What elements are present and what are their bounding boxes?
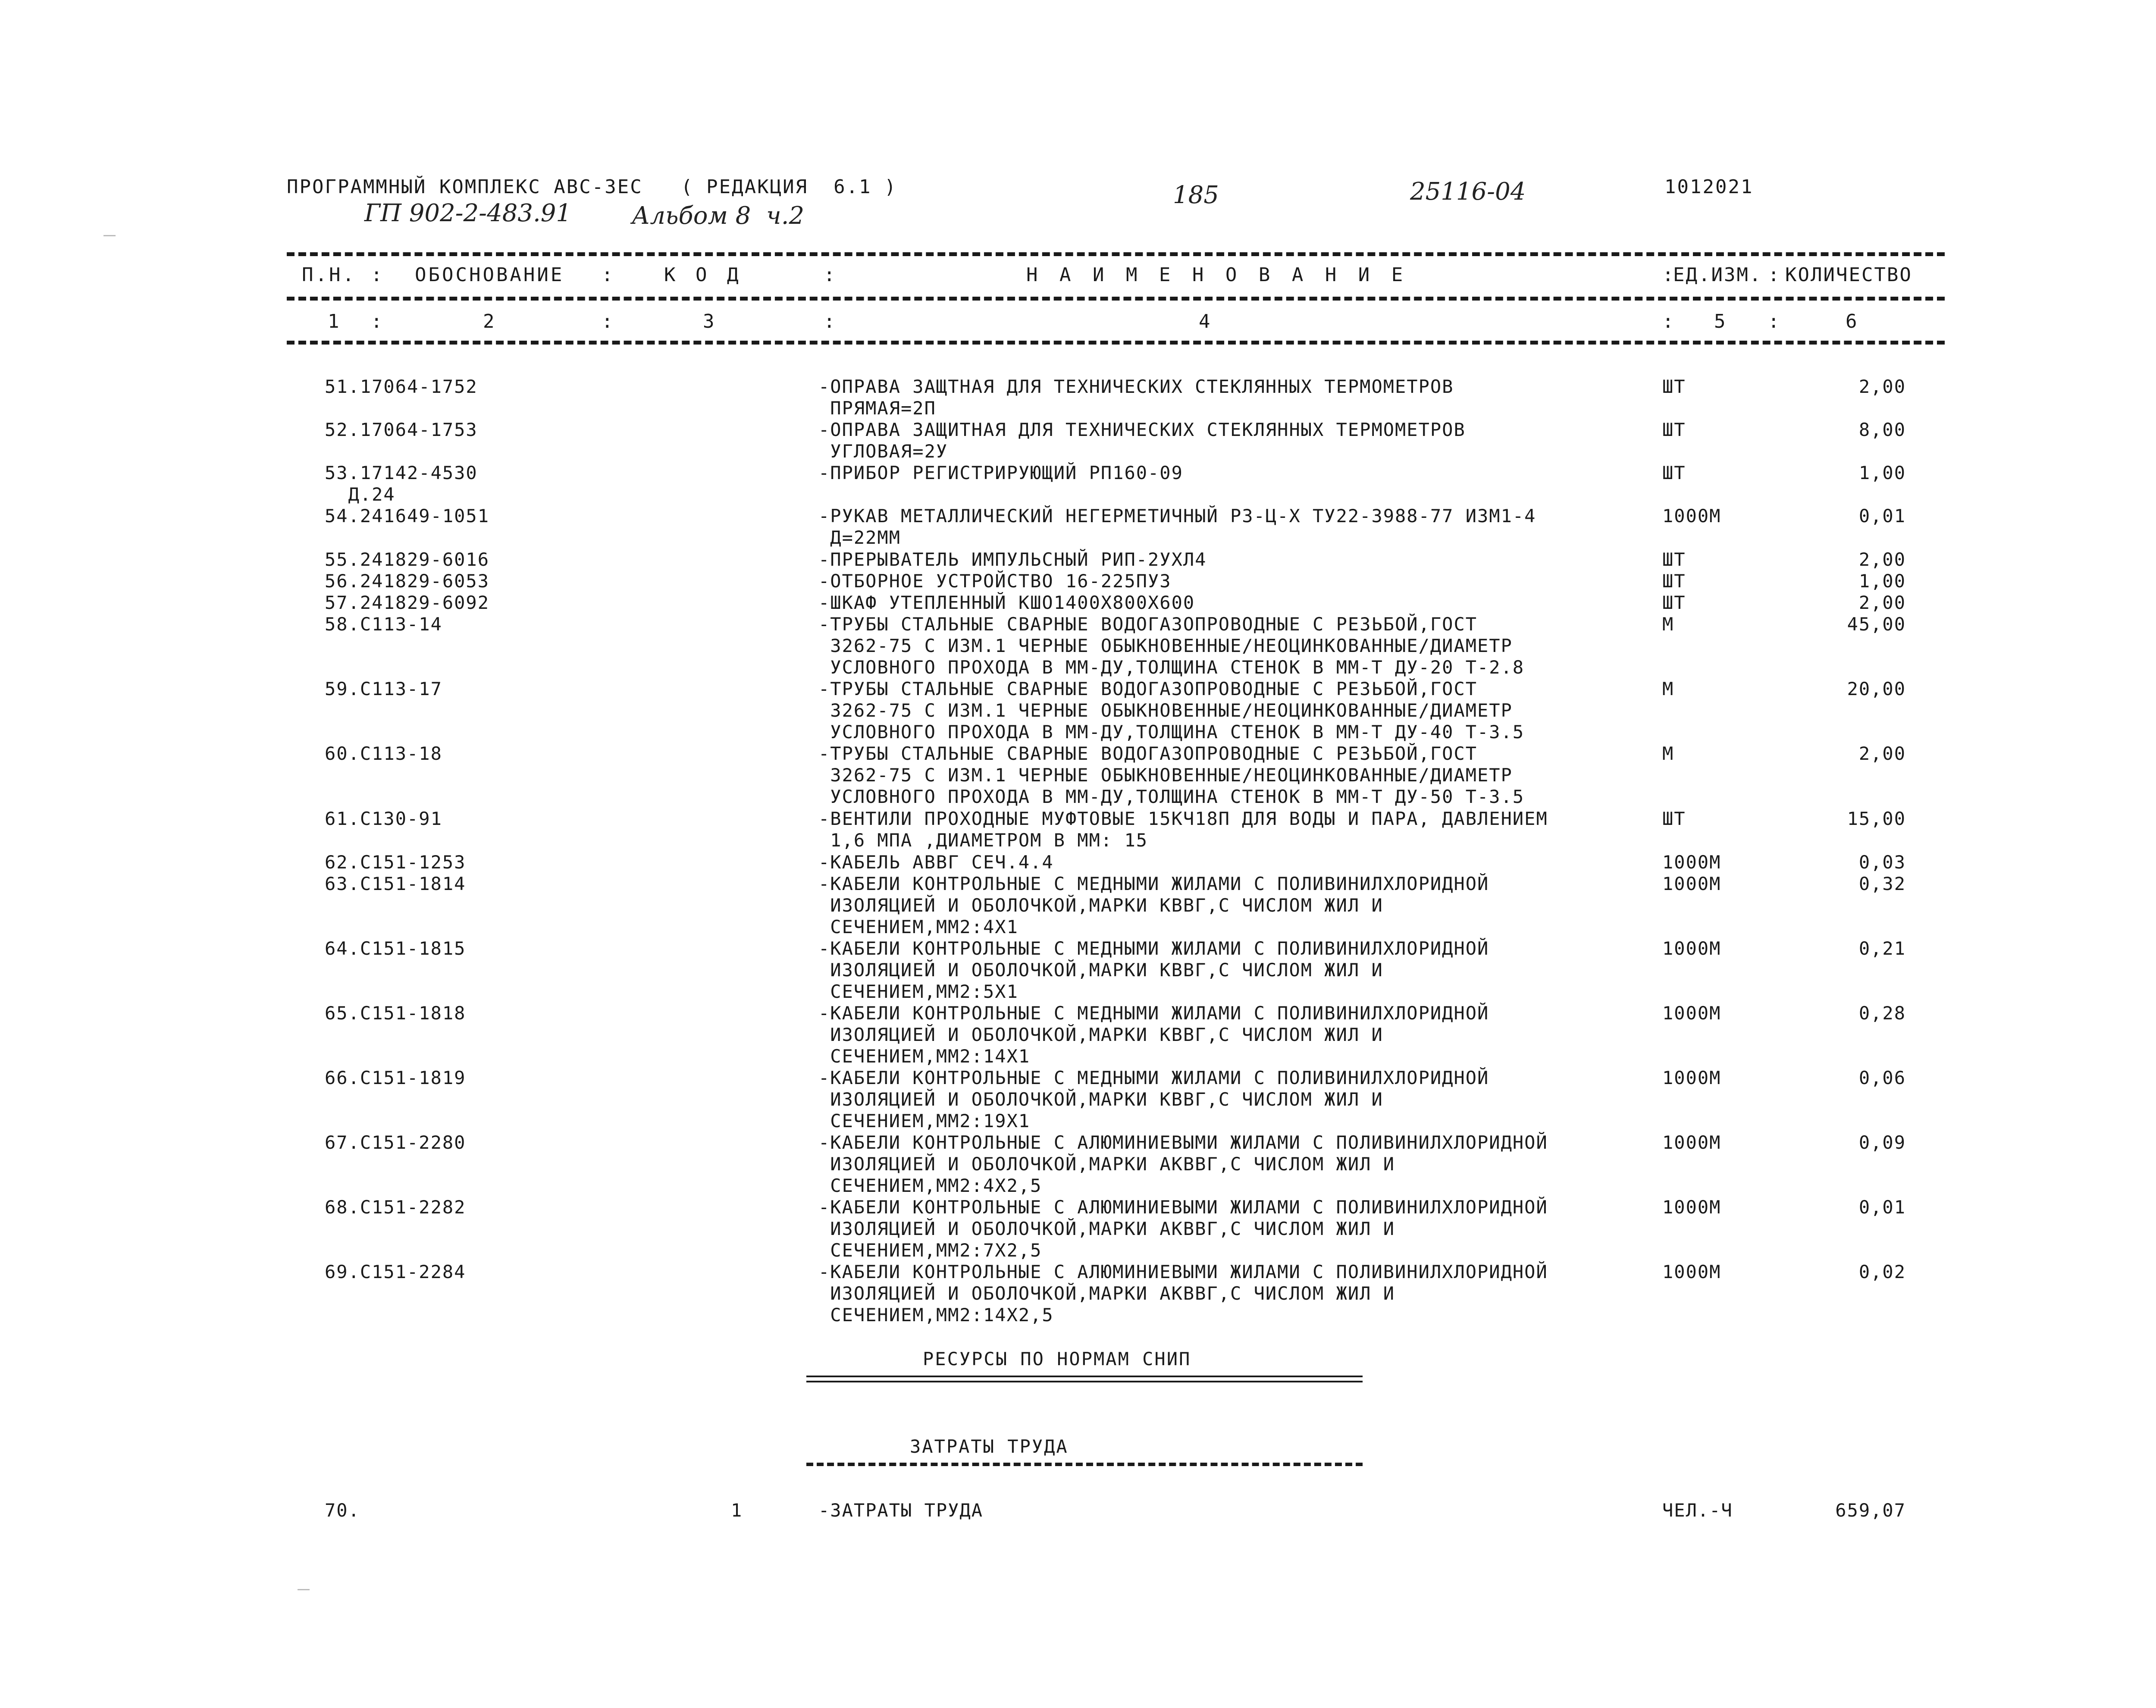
row-qty: 0,03 <box>1858 852 1906 873</box>
row-name <box>818 808 1548 851</box>
doc-reference: ГП 902-2-483.91 <box>364 199 572 227</box>
row-name-line: -КАБЕЛИ КОНТРОЛЬНЫЕ С АЛЮМИНИЕВЫМИ ЖИЛАМИ С ПОЛИВИНИЛХЛОРИДНОЙ <box>818 1261 1548 1282</box>
row-unit: ШТ <box>1662 549 1686 570</box>
row-name-line: ИЗОЛЯЦИЕЙ И ОБОЛОЧКОЙ,МАРКИ КВВГ,С ЧИСЛОМ ЖИЛ И <box>818 1024 1383 1045</box>
row-name-line: СЕЧЕНИЕМ,ММ2:19Х1 <box>818 1110 1031 1131</box>
row-name <box>818 1261 1548 1326</box>
row-name-line: 3262-75 С ИЗМ.1 ЧЕРНЫЕ ОБЫКНОВЕННЫЕ/НЕОЦИНКОВАННЫЕ/ДИАМЕТР <box>818 635 1513 656</box>
row-name <box>818 505 1536 548</box>
row-qty: 2,00 <box>1858 743 1906 764</box>
row-name-line: ИЗОЛЯЦИЕЙ И ОБОЛОЧКОЙ,МАРКИ АКВВГ,С ЧИСЛОМ ЖИЛ И <box>818 1218 1395 1239</box>
row-qty: 2,00 <box>1858 376 1906 397</box>
row-name-line: -ШКАФ УТЕПЛЕННЫЙ КШО1400Х800Х600 <box>818 592 1195 613</box>
row-name-line: ИЗОЛЯЦИЕЙ И ОБОЛОЧКОЙ,МАРКИ КВВГ,С ЧИСЛОМ ЖИЛ И <box>818 895 1383 916</box>
row-qty: 0,28 <box>1858 1003 1906 1024</box>
row-pn: 62.С151-1253 <box>325 852 466 873</box>
row-pn: 67.С151-2280 <box>325 1132 466 1153</box>
row-name <box>818 1067 1489 1132</box>
row-name-line: 3262-75 С ИЗМ.1 ЧЕРНЫЕ ОБЫКНОВЕННЫЕ/НЕОЦИНКОВАННЫЕ/ДИАМЕТР <box>818 700 1513 721</box>
column-separator: : <box>602 310 613 332</box>
row-name <box>818 852 1054 873</box>
column-basis-header: ОБОСНОВАНИЕ <box>415 264 564 286</box>
row-name-line: ПРЯМАЯ=2П <box>818 398 936 419</box>
column-separator: : <box>1662 264 1674 286</box>
row-name <box>818 419 1466 462</box>
row-qty: 15,00 <box>1847 808 1906 829</box>
row-name-line: 3262-75 С ИЗМ.1 ЧЕРНЫЕ ОБЫКНОВЕННЫЕ/НЕОЦИНКОВАННЫЕ/ДИАМЕТР <box>818 765 1513 786</box>
row-name-line: 1,6 МПА ,ДИАМЕТРОМ В ММ: 15 <box>818 830 1148 851</box>
row-pn: 60.С113-18 <box>325 743 442 764</box>
row-name-line: -КАБЕЛИ КОНТРОЛЬНЫЕ С МЕДНЫМИ ЖИЛАМИ С ПОЛИВИНИЛХЛОРИДНОЙ <box>818 1067 1489 1088</box>
row-name <box>818 678 1524 743</box>
row-name-line: ИЗОЛЯЦИЕЙ И ОБОЛОЧКОЙ,МАРКИ АКВВГ,С ЧИСЛОМ ЖИЛ И <box>818 1153 1395 1175</box>
scan-speck <box>103 235 116 236</box>
row-pn: 57.241829-6092 <box>325 592 490 613</box>
row-unit: М <box>1662 743 1674 764</box>
row-qty: 0,21 <box>1858 938 1906 959</box>
row-name-line: -ВЕНТИЛИ ПРОХОДНЫЕ МУФТОВЫЕ 15КЧ18П ДЛЯ ВОДЫ И ПАРА, ДАВЛЕНИЕМ <box>818 808 1548 829</box>
column-number: 3 <box>703 310 714 332</box>
row-name-line: УСЛОВНОГО ПРОХОДА В ММ-ДУ,ТОЛЩИНА СТЕНОК В ММ-Т ДУ-50 Т-3.5 <box>818 786 1525 807</box>
column-separator: : <box>371 310 382 332</box>
row-unit: ШТ <box>1662 419 1686 440</box>
row-name-line: -КАБЕЛИ КОНТРОЛЬНЫЕ С МЕДНЫМИ ЖИЛАМИ С ПОЛИВИНИЛХЛОРИДНОЙ <box>818 938 1489 959</box>
row-name-line: -ОПРАВА ЗАЩИТНАЯ ДЛЯ ТЕХНИЧЕСКИХ СТЕКЛЯННЫХ ТЕРМОМЕТРОВ <box>818 419 1466 440</box>
program-title: ПРОГРАММНЫЙ КОМПЛЕКС АВС-3ЕС ( РЕДАКЦИЯ 6.1 ) <box>287 176 897 198</box>
row-pn: 55.241829-6016 <box>325 549 490 570</box>
row-name-line: СЕЧЕНИЕМ,ММ2:5Х1 <box>818 981 1018 1002</box>
row-unit: 1000М <box>1662 938 1721 959</box>
labor-row-code: 1 <box>731 1500 743 1521</box>
row-name <box>818 1197 1548 1261</box>
row-name-line: -КАБЕЛИ КОНТРОЛЬНЫЕ С МЕДНЫМИ ЖИЛАМИ С ПОЛИВИНИЛХЛОРИДНОЙ <box>818 1003 1489 1024</box>
column-separator: : <box>1768 310 1780 332</box>
section-resources-title: РЕСУРСЫ ПО НОРМАМ СНИП <box>923 1348 1191 1370</box>
row-unit: ШТ <box>1662 570 1686 592</box>
row-unit: 1000М <box>1662 1132 1721 1153</box>
row-name-line: -ТРУБЫ СТАЛЬНЫЕ СВАРНЫЕ ВОДОГАЗОПРОВОДНЫЕ С РЕЗЬБОЙ,ГОСТ <box>818 614 1478 635</box>
labor-row-unit: ЧЕЛ.-Ч <box>1662 1500 1733 1521</box>
row-qty: 8,00 <box>1858 419 1906 440</box>
row-pn: 69.С151-2284 <box>325 1261 466 1282</box>
section-double-rule <box>806 1376 1363 1382</box>
row-name-line: ИЗОЛЯЦИЕЙ И ОБОЛОЧКОЙ,МАРКИ АКВВГ,С ЧИСЛОМ ЖИЛ И <box>818 1283 1395 1304</box>
column-separator: : <box>824 264 835 286</box>
row-pn: 53.17142-4530 Д.24 <box>325 462 478 505</box>
column-number: 2 <box>483 310 495 332</box>
row-qty: 2,00 <box>1858 549 1906 570</box>
row-name-line: ИЗОЛЯЦИЕЙ И ОБОЛОЧКОЙ,МАРКИ КВВГ,С ЧИСЛОМ ЖИЛ И <box>818 1089 1383 1110</box>
column-code-header: К О Д <box>664 264 743 286</box>
row-name <box>818 614 1524 678</box>
row-unit: М <box>1662 678 1674 699</box>
row-name-line: -РУКАВ МЕТАЛЛИЧЕСКИЙ НЕГЕРМЕТИЧНЫЙ Р3-Ц-Х ТУ22-3988-77 ИЗМ1-4 <box>818 505 1536 527</box>
row-pn: 65.С151-1818 <box>325 1003 466 1024</box>
row-pn: 63.С151-1814 <box>325 873 466 894</box>
row-qty: 0,09 <box>1858 1132 1906 1153</box>
row-qty: 2,00 <box>1858 592 1906 613</box>
labor-row-pn: 70. <box>325 1500 360 1521</box>
row-unit: 1000М <box>1662 852 1721 873</box>
column-pn-header: П.Н. <box>302 264 356 286</box>
column-name-header: Н А И М Е Н О В А Н И Е <box>1026 264 1408 286</box>
row-name-line: СЕЧЕНИЕМ,ММ2:7Х2,5 <box>818 1240 1042 1261</box>
row-pn: 52.17064-1753 <box>325 419 478 440</box>
row-name-line: -ОПРАВА ЗАЩТНАЯ ДЛЯ ТЕХНИЧЕСКИХ СТЕКЛЯННЫХ ТЕРМОМЕТРОВ <box>818 376 1454 397</box>
row-pn: 68.С151-2282 <box>325 1197 466 1218</box>
column-number: 6 <box>1846 310 1857 332</box>
row-name-line: -ТРУБЫ СТАЛЬНЫЕ СВАРНЫЕ ВОДОГАЗОПРОВОДНЫЕ С РЕЗЬБОЙ,ГОСТ <box>818 678 1478 699</box>
row-unit: ШТ <box>1662 376 1686 397</box>
row-name <box>818 743 1524 808</box>
row-name-line: -ПРИБОР РЕГИСТРИРУЮЩИЙ РП160-09 <box>818 462 1183 483</box>
labor-row-name: -ЗАТРАТЫ ТРУДА <box>818 1500 984 1521</box>
row-name-line: -КАБЕЛЬ АВВГ СЕЧ.4.4 <box>818 852 1054 873</box>
row-qty: 1,00 <box>1858 570 1906 592</box>
row-pn: 61.С130-91 <box>325 808 442 829</box>
row-name <box>818 549 1206 570</box>
row-name <box>818 1132 1548 1197</box>
row-name-line: ИЗОЛЯЦИЕЙ И ОБОЛОЧКОЙ,МАРКИ КВВГ,С ЧИСЛОМ ЖИЛ И <box>818 959 1383 981</box>
row-name-line: -КАБЕЛИ КОНТРОЛЬНЫЕ С МЕДНЫМИ ЖИЛАМИ С ПОЛИВИНИЛХЛОРИДНОЙ <box>818 873 1489 894</box>
row-pn: 54.241649-1051 <box>325 505 490 527</box>
row-unit: 1000М <box>1662 873 1721 894</box>
row-qty: 0,01 <box>1858 1197 1906 1218</box>
row-name-line: СЕЧЕНИЕМ,ММ2:4Х2,5 <box>818 1175 1042 1196</box>
row-qty: 1,00 <box>1858 462 1906 483</box>
row-unit: 1000М <box>1662 1067 1721 1088</box>
row-name-line: -ПРЕРЫВАТЕЛЬ ИМПУЛЬСНЫЙ РИП-2УХЛ4 <box>818 549 1207 570</box>
labor-row-qty: 659,07 <box>1835 1500 1906 1521</box>
row-name <box>818 570 1172 592</box>
column-separator: : <box>824 310 835 332</box>
row-unit: 1000М <box>1662 505 1721 527</box>
column-number: 5 <box>1714 310 1726 332</box>
column-unit-header: ЕД.ИЗМ. <box>1673 264 1762 286</box>
row-qty: 45,00 <box>1847 614 1906 635</box>
row-qty: 20,00 <box>1847 678 1906 699</box>
row-name <box>818 462 1183 484</box>
row-pn: 66.С151-1819 <box>325 1067 466 1088</box>
row-name <box>818 938 1489 1003</box>
column-number: 4 <box>1199 310 1210 332</box>
album-reference: Альбом 8 ч.2 <box>632 202 805 230</box>
column-separator: : <box>1662 310 1674 332</box>
row-name-line: УСЛОВНОГО ПРОХОДА В ММ-ДУ,ТОЛЩИНА СТЕНОК В ММ-Т ДУ-20 Т-2.8 <box>818 657 1525 678</box>
column-separator: : <box>1768 264 1780 286</box>
row-unit: М <box>1662 614 1674 635</box>
document-date: 1012021 <box>1664 176 1754 198</box>
row-qty: 0,06 <box>1858 1067 1906 1088</box>
row-unit: 1000М <box>1662 1261 1721 1282</box>
section-dashed-rule <box>806 1463 1363 1466</box>
row-name-line: СЕЧЕНИЕМ,ММ2:4Х1 <box>818 916 1018 937</box>
row-name <box>818 873 1489 938</box>
row-name-line: -ОТБОРНОЕ УСТРОЙСТВО 16-225ПУ3 <box>818 570 1172 592</box>
row-pn: 51.17064-1752 <box>325 376 478 397</box>
row-name-line: -КАБЕЛИ КОНТРОЛЬНЫЕ С АЛЮМИНИЕВЫМИ ЖИЛАМИ С ПОЛИВИНИЛХЛОРИДНОЙ <box>818 1132 1548 1153</box>
row-pn: 64.С151-1815 <box>325 938 466 959</box>
row-name <box>818 592 1195 614</box>
page-number: 185 <box>1173 181 1219 209</box>
column-qty-header: КОЛИЧЕСТВО <box>1785 264 1912 286</box>
scan-speck <box>298 1589 310 1590</box>
section-labor-title: ЗАТРАТЫ ТРУДА <box>910 1436 1069 1457</box>
row-name-line: СЕЧЕНИЕМ,ММ2:14Х2,5 <box>818 1304 1054 1326</box>
row-qty: 0,32 <box>1858 873 1906 894</box>
column-separator: : <box>602 264 613 286</box>
row-name <box>818 376 1454 419</box>
row-name-line: УГЛОВАЯ=2У <box>818 441 948 462</box>
row-pn: 59.С113-17 <box>325 678 442 699</box>
row-name-line: -ТРУБЫ СТАЛЬНЫЕ СВАРНЫЕ ВОДОГАЗОПРОВОДНЫЕ С РЕЗЬБОЙ,ГОСТ <box>818 743 1478 764</box>
row-qty: 0,02 <box>1858 1261 1906 1282</box>
row-pn: 58.С113-14 <box>325 614 442 635</box>
row-unit: ШТ <box>1662 592 1686 613</box>
row-unit: ШТ <box>1662 808 1686 829</box>
row-name-line: Д=22ММ <box>818 527 901 548</box>
row-name-line: СЕЧЕНИЕМ,ММ2:14Х1 <box>818 1046 1031 1067</box>
document-code: 25116-04 <box>1410 178 1526 206</box>
row-name <box>818 1003 1489 1067</box>
row-name-line: УСЛОВНОГО ПРОХОДА В ММ-ДУ,ТОЛЩИНА СТЕНОК В ММ-Т ДУ-40 Т-3.5 <box>818 721 1525 743</box>
row-qty: 0,01 <box>1858 505 1906 527</box>
row-unit: 1000М <box>1662 1197 1721 1218</box>
row-unit: ШТ <box>1662 462 1686 483</box>
row-pn: 56.241829-6053 <box>325 570 490 592</box>
column-separator: : <box>371 264 382 286</box>
row-name-line: -КАБЕЛИ КОНТРОЛЬНЫЕ С АЛЮМИНИЕВЫМИ ЖИЛАМИ С ПОЛИВИНИЛХЛОРИДНОЙ <box>818 1197 1548 1218</box>
column-number: 1 <box>328 310 339 332</box>
row-unit: 1000М <box>1662 1003 1721 1024</box>
